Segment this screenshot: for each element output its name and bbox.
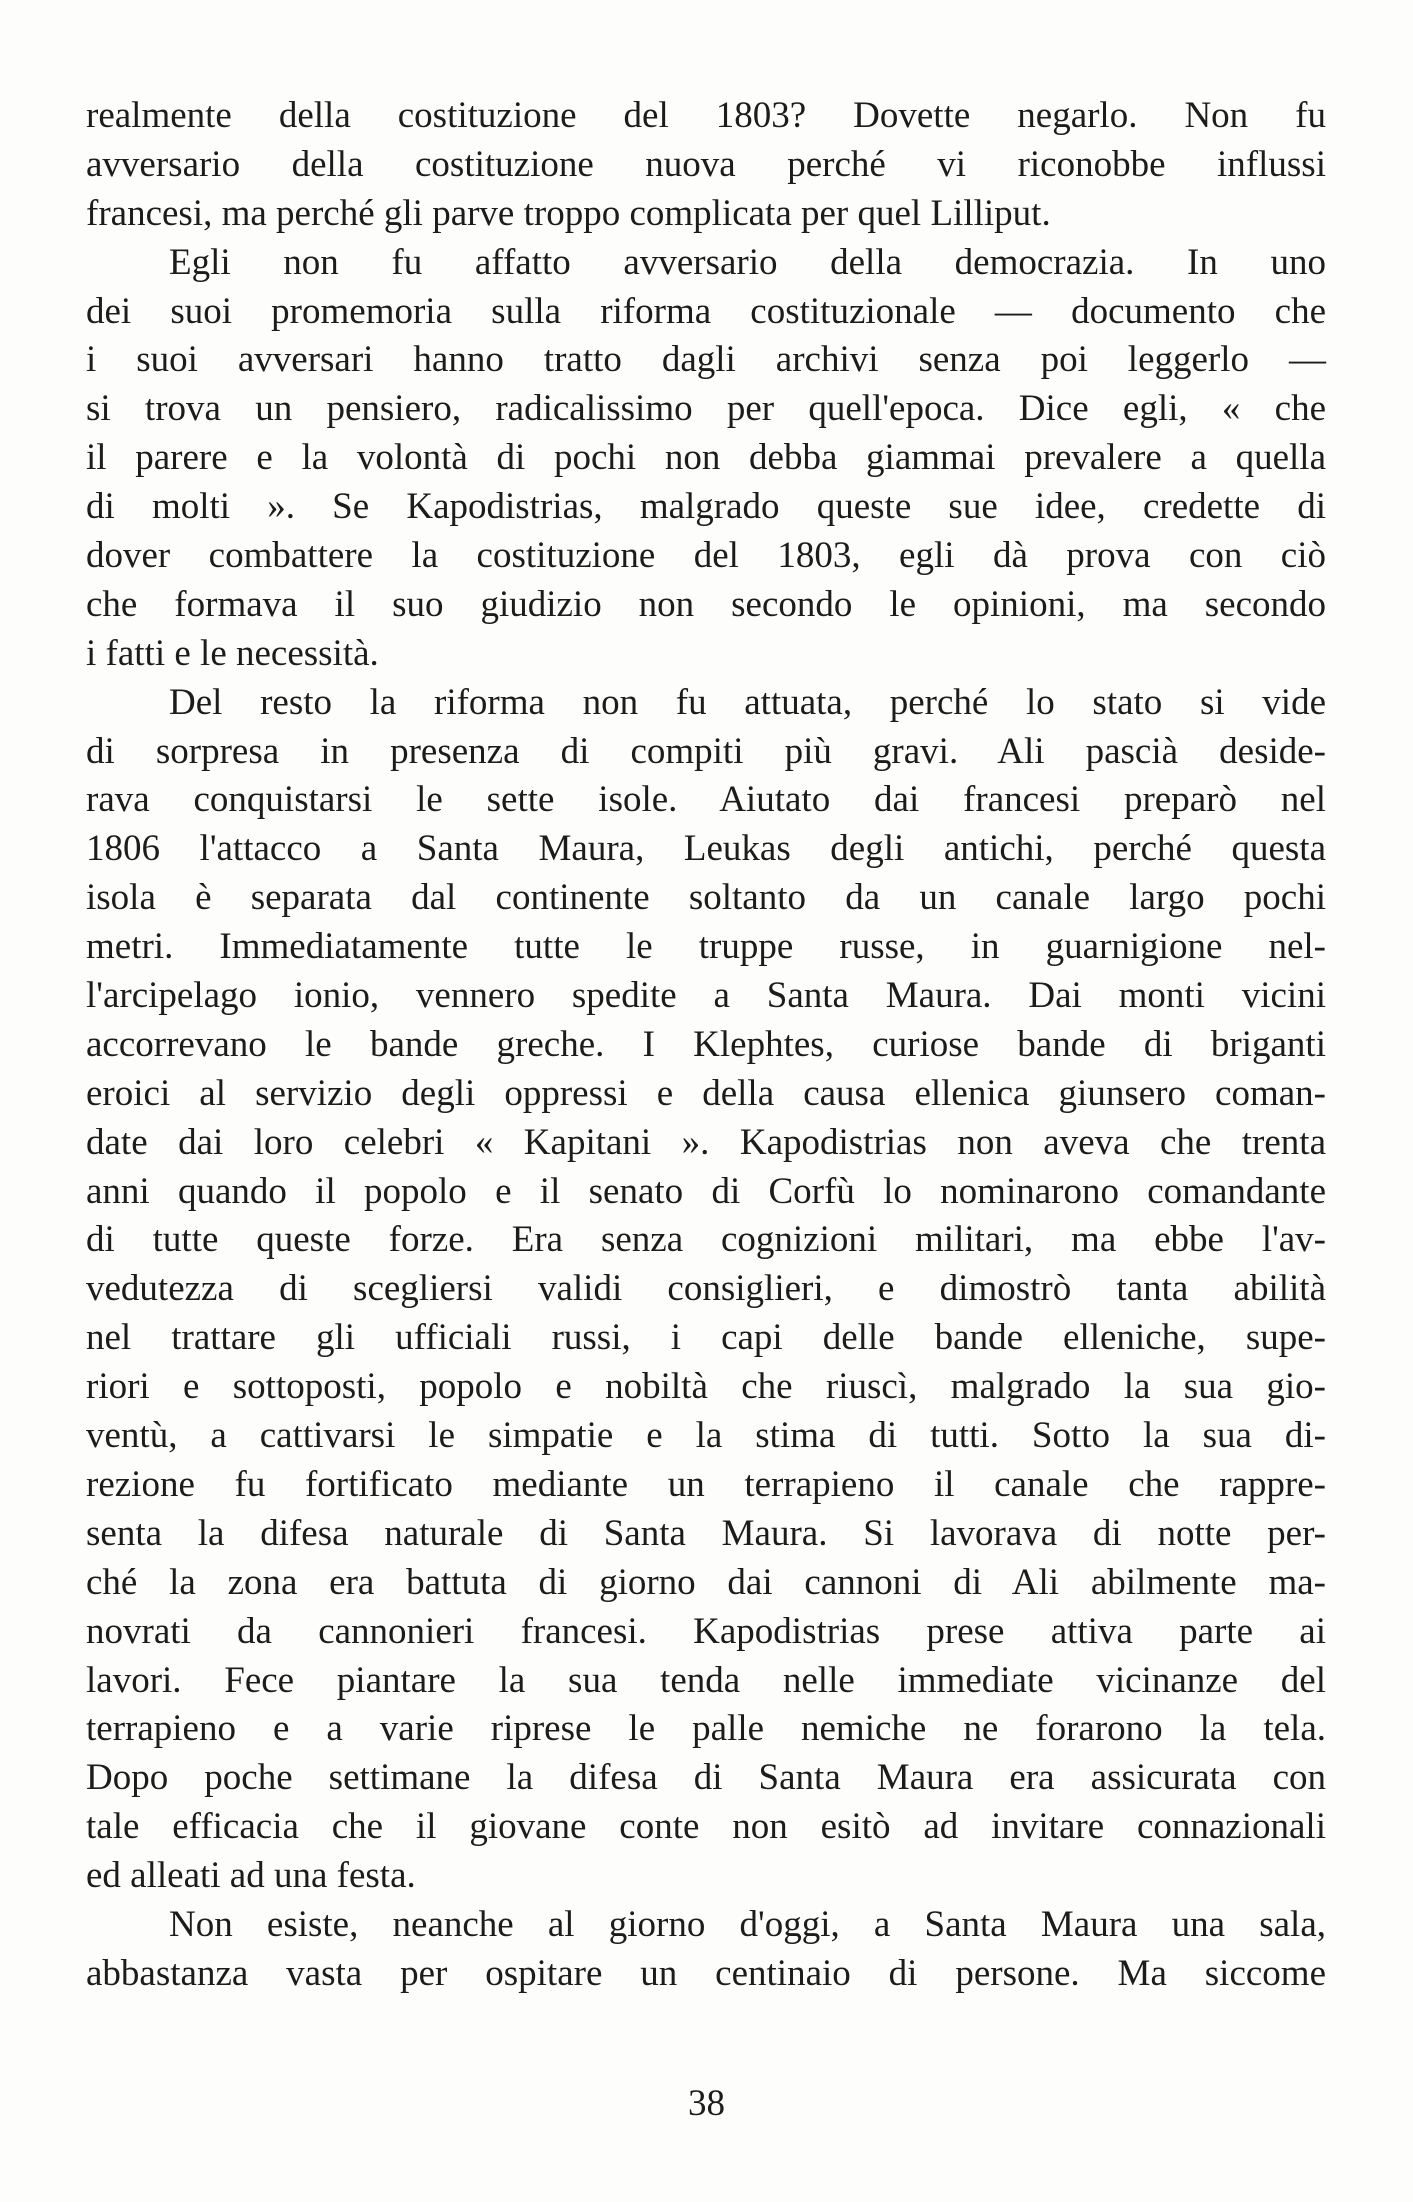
text-line: francesi, ma perché gli parve troppo complicata per quel Lilliput. [86,192,1051,234]
text-line: date dai loro celebri « Kapitani ». Kapodistrias non aveva che trenta [86,1121,1326,1163]
text-line: i fatti e le necessità. [86,632,379,674]
text-line: metri. Immediatamente tutte le truppe russe, in guarnigione nel- [86,926,1326,968]
text-line: Del resto la riforma non fu attuata, perché lo stato si vide [169,681,1326,723]
text-line: terrapieno e a varie riprese le palle nemiche ne forarono la tela. [86,1708,1326,1750]
page-number: 38 [688,2083,725,2124]
text-line: rava conquistarsi le sette isole. Aiutato dai francesi preparò nel [86,779,1326,821]
text-line: i suoi avversari hanno tratto dagli archivi senza poi leggerlo — [86,339,1326,381]
text-line: vedutezza di scegliersi validi consiglieri, e dimostrò tanta abilità [86,1268,1326,1310]
text-line: riori e sottoposti, popolo e nobiltà che riuscì, malgrado la sua gio- [86,1366,1326,1408]
text-line: Dopo poche settimane la difesa di Santa Maura era assicurata con [86,1757,1326,1799]
text-line: nel trattare gli ufficiali russi, i capi delle bande elleniche, supe- [86,1317,1326,1359]
text-line: avversario della costituzione nuova perché vi riconobbe influssi [86,143,1326,185]
text-line: di tutte queste forze. Era senza cognizioni militari, ma ebbe l'av- [86,1219,1326,1261]
text-line: ché la zona era battuta di giorno dai cannoni di Ali abilmente ma- [86,1561,1326,1603]
text-line: rezione fu fortificato mediante un terrapieno il canale che rappre- [86,1463,1326,1505]
text-line: ed alleati ad una festa. [86,1855,416,1897]
text-line: senta la difesa naturale di Santa Maura. Si lavorava di notte per- [86,1512,1326,1554]
text-line: Egli non fu affatto avversario della democrazia. In uno [169,241,1326,283]
text-line: abbastanza vasta per ospitare un centinaio di persone. Ma siccome [86,1952,1326,1994]
text-line: si trova un pensiero, radicalissimo per quell'epoca. Dice egli, « che [86,388,1326,430]
text-line: Non esiste, neanche al giorno d'oggi, a Santa Maura una sala, [169,1903,1326,1945]
text-line: di molti ». Se Kapodistrias, malgrado queste sue idee, credette di [86,486,1326,528]
text-line: realmente della costituzione del 1803? Dovette negarlo. Non fu [86,95,1326,136]
text-line: lavori. Fece piantare la sua tenda nelle immediate vicinanze del [86,1659,1326,1701]
text-line: di sorpresa in presenza di compiti più gravi. Ali pascià deside- [86,730,1326,772]
text-line: il parere e la volontà di pochi non debba giammai prevalere a quella [86,437,1326,479]
text-line: anni quando il popolo e il senato di Corfù lo nominarono comandante [86,1170,1326,1212]
text-line: ventù, a cattivarsi le simpatie e la stima di tutti. Sotto la sua di- [86,1415,1326,1457]
text-line: dei suoi promemoria sulla riforma costituzionale — documento che [86,290,1326,332]
text-line: accorrevano le bande greche. I Klephtes, curiose bande di briganti [86,1023,1326,1065]
text-line: tale efficacia che il giovane conte non esitò ad invitare connazionali [86,1806,1326,1848]
text-line: l'arcipelago ionio, vennero spedite a Santa Maura. Dai monti vicini [86,975,1326,1017]
text-line: isola è separata dal continente soltanto da un canale largo pochi [86,877,1326,919]
text-line: dover combattere la costituzione del 1803, egli dà prova con ciò [86,535,1326,577]
text-line: che formava il suo giudizio non secondo le opinioni, ma secondo [86,583,1326,625]
body-text [86,92,1326,1999]
text-line: eroici al servizio degli oppressi e della causa ellenica giunsero coman- [86,1072,1326,1114]
text-line: 1806 l'attacco a Santa Maura, Leukas degli antichi, perché questa [86,828,1326,870]
text-line: novrati da cannonieri francesi. Kapodistrias prese attiva parte ai [86,1610,1326,1652]
